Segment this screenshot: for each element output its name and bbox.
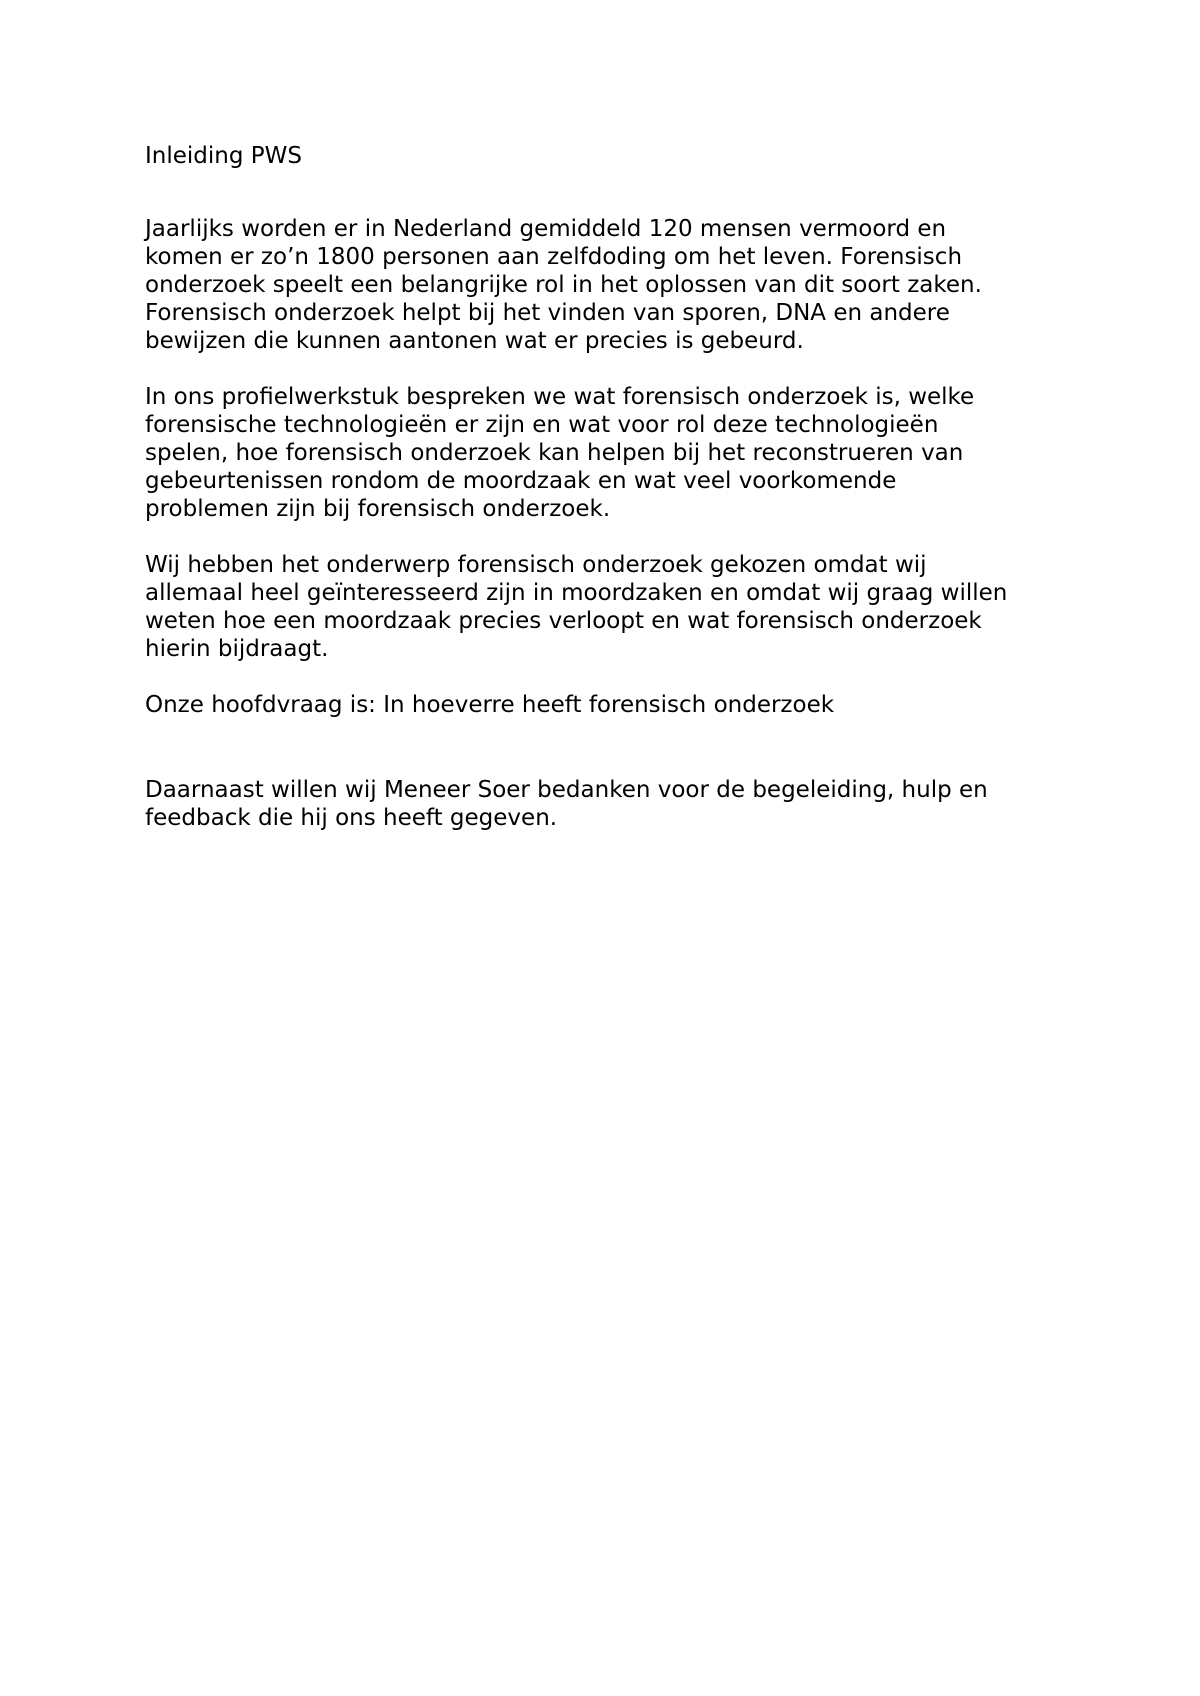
text-line: onderzoek speelt een belangrijke rol in het oplossen van dit soort zaken. [145, 272, 982, 298]
paragraph-scope [145, 383, 1075, 523]
text-line: weten hoe een moordzaak precies verloopt en wat forensisch onderzoek [145, 608, 982, 634]
text-line: spelen, hoe forensisch onderzoek kan helpen bij het reconstrueren van [145, 440, 964, 466]
text-line: feedback die hij ons heeft gegeven. [145, 805, 558, 831]
document-title: Inleiding PWS [145, 143, 302, 169]
paragraph-acknowledgement [145, 776, 1075, 832]
text-line: hierin bijdraagt. [145, 636, 329, 662]
text-line: Daarnaast willen wij Meneer Soer bedanken voor de begeleiding, hulp en [145, 777, 988, 803]
paragraph-motivation [145, 551, 1075, 663]
text-line: Jaarlijks worden er in Nederland gemiddeld 120 mensen vermoord en [145, 216, 947, 242]
text-line: forensische technologieën er zijn en wat voor rol deze technologieën [145, 412, 939, 438]
text-line: bewijzen die kunnen aantonen wat er precies is gebeurd. [145, 328, 804, 354]
paragraph-research-question [145, 691, 1075, 719]
text-line: problemen zijn bij forensisch onderzoek. [145, 496, 611, 522]
text-line: Forensisch onderzoek helpt bij het vinden van sporen, DNA en andere [145, 300, 950, 326]
text-line: Onze hoofdvraag is: In hoeverre heeft forensisch onderzoek [145, 692, 835, 718]
paragraph-intro [145, 215, 1075, 355]
text-line: gebeurtenissen rondom de moordzaak en wat veel voorkomende [145, 468, 897, 494]
text-line: komen er zo’n 1800 personen aan zelfdoding om het leven. Forensisch [145, 244, 963, 270]
document-body [145, 142, 1075, 860]
text-line: Wij hebben het onderwerp forensisch onderzoek gekozen omdat wij [145, 552, 927, 578]
text-line: allemaal heel geïnteresseerd zijn in moordzaken en omdat wij graag willen [145, 580, 1008, 606]
text-line: In ons profielwerkstuk bespreken we wat forensisch onderzoek is, welke [145, 384, 975, 410]
